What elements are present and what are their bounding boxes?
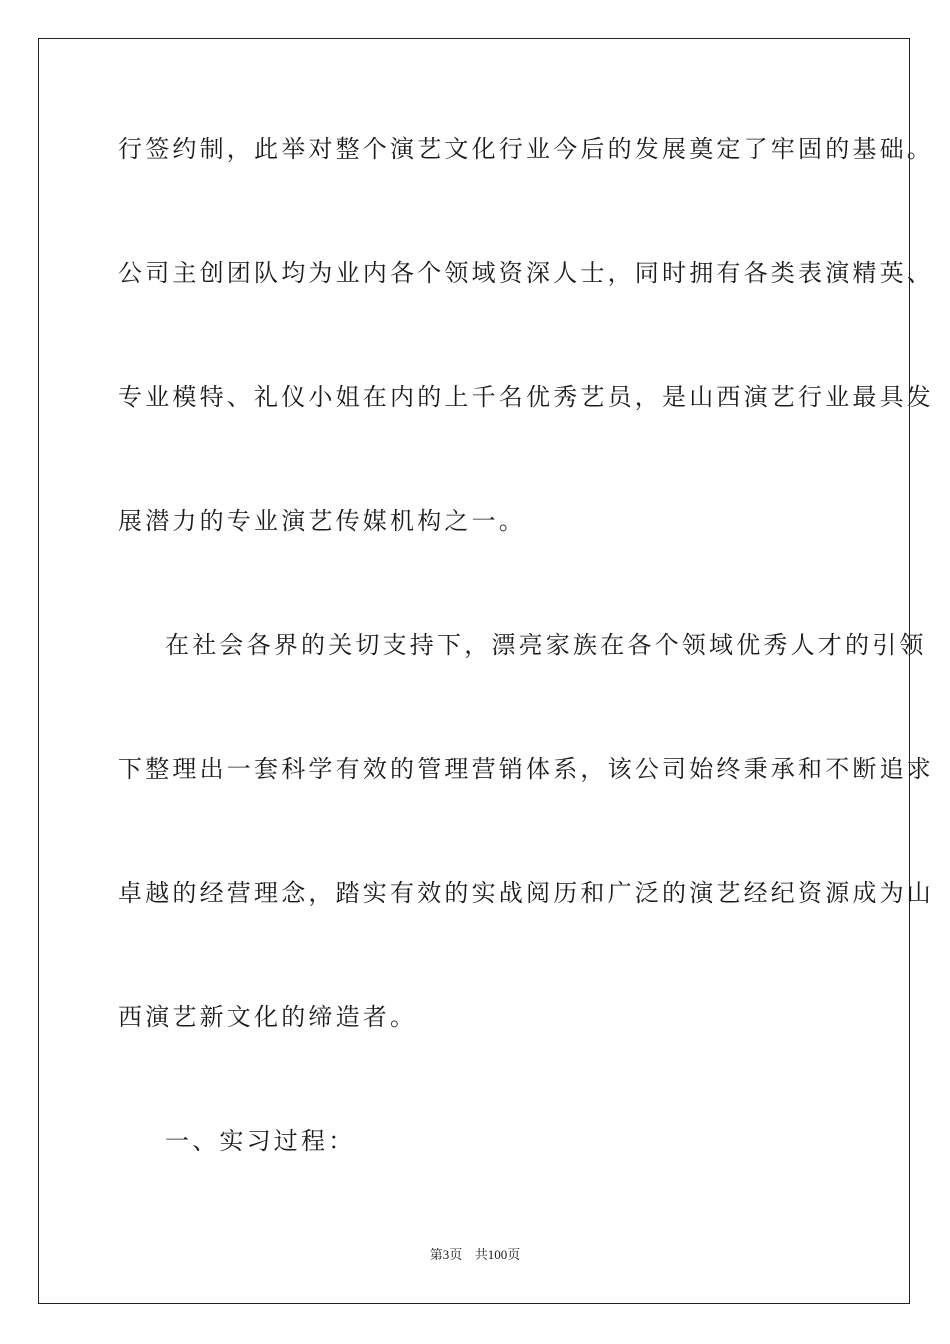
- page-number: 第3页: [429, 1247, 463, 1262]
- page-footer: [0, 1246, 950, 1265]
- section-heading: 一、实习过程：: [165, 1127, 356, 1155]
- body-text-line-5: 在社会各界的关切支持下，漂亮家族在各个领域优秀人才的引领: [165, 631, 927, 659]
- body-text-line-2: 公司主创团队均为业内各个领域资深人士，同时拥有各类表演精英、: [118, 259, 934, 287]
- body-text-line-3: 专业模特、礼仪小姐在内的上千名优秀艺员，是山西演艺行业最具发: [118, 383, 934, 411]
- page-border: [38, 38, 910, 1304]
- body-text-line-4: 展潜力的专业演艺传媒机构之一。: [118, 507, 526, 535]
- body-text-line-7: 卓越的经营理念，踏实有效的实战阅历和广泛的演艺经纪资源成为山: [118, 879, 934, 907]
- page-total: 共100页: [474, 1247, 521, 1262]
- body-text-line-1: 行签约制，此举对整个演艺文化行业今后的发展奠定了牢固的基础。: [118, 135, 934, 163]
- body-text-line-6: 下整理出一套科学有效的管理营销体系，该公司始终秉承和不断追求: [118, 755, 934, 783]
- body-text-line-8: 西演艺新文化的缔造者。: [118, 1003, 418, 1031]
